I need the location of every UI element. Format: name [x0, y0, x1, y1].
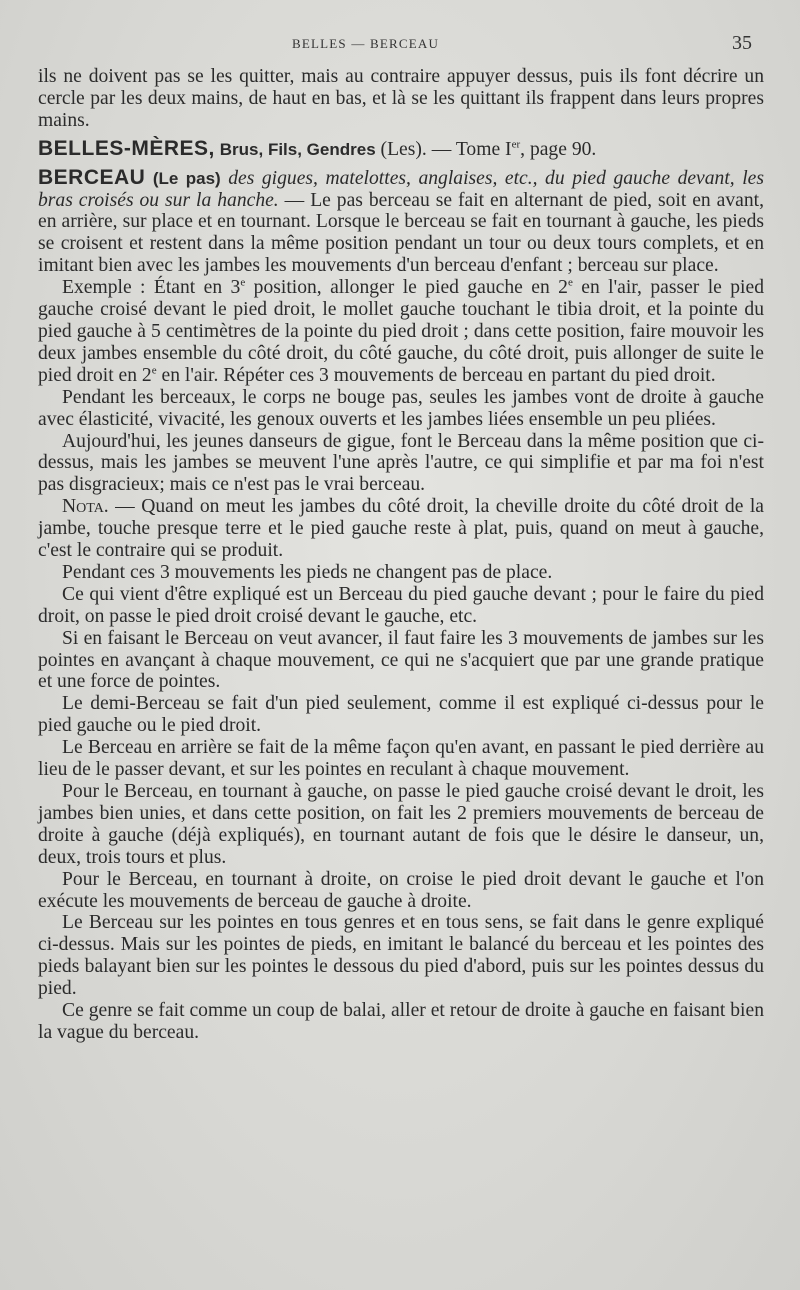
text-run: position, allonger le pied gauche en 2 [245, 277, 568, 299]
paragraph: Pendant ces 3 mouvements les pieds ne changent pas de place. [62, 561, 553, 583]
running-header [0, 34, 800, 56]
paragraph: Ce qui vient d'être expliqué est un Berceau du pied gauche devant ; pour le faire du pied droit, on passe le pied droit croisé devant le gauche, etc. [38, 583, 764, 627]
paragraph: Aujourd'hui, les jeunes danseurs de gigue, font le Berceau dans la même position que ci-dessus, mais les jambes se meuvent l'une après l'autre, ce qui simplifie et par ma foi n'est pas disgracieux; mais ce n'est pas le vrai berceau. [38, 430, 764, 496]
paragraph-continued: ils ne doivent pas se les quitter, mais au contraire appuyer dessus, puis ils font décrire un cercle par les deux mains, de haut en bas, et là se les quittant ils frappent dans leurs propres mains. [38, 66, 764, 131]
entry-belles-meres [38, 138, 764, 161]
superscript: e [567, 276, 573, 289]
page-body [38, 66, 764, 1044]
paragraph: Pour le Berceau, en tournant à gauche, on passe le pied gauche croisé devant le droit, les jambes bien unies, et dans cette position, on fait les 2 premiers mouvements de berceau de droite à gauche (déjà expliqués), en tournant autant de fois que le désire le danseur, un, deux, trois tours et plus. [38, 781, 764, 868]
entry-italic-definition: des gigues, matelottes, anglaises, etc., du pied gauche devant, les bras croisés ou sur la hanche. [38, 167, 764, 211]
entry-berceau [38, 167, 764, 278]
paragraph-nota [38, 496, 764, 562]
paragraph: Ce genre se fait comme un coup de balai, aller et retour de droite à gauche en faisant bien la vague du berceau. [38, 1000, 764, 1043]
entry-text-end: , page 90. [520, 138, 597, 160]
text-run: Exemple : Étant en 3 [62, 277, 241, 299]
paragraph: Pour le Berceau, en tournant à droite, on croise le pied droit devant le gauche et l'on exécute les mouvements de berceau de gauche à droite. [38, 868, 764, 912]
entry-text: — Le pas berceau se fait en alternant de pied, soit en avant, en arrière, sur place et en tournant. Lorsque le berceau se fait en tournant à gauche, les pieds se croisent et restent dans la même position pendant un tour ou deux tours complets, et en imitant bien avec les jambes les mouvements d'un berceau d'enfant ; berceau sur place. [38, 189, 765, 277]
entry-headword: BELLES-MÈRES, [38, 136, 215, 160]
entry-subword: (Le pas) [152, 168, 221, 188]
entry-subword: Brus, Fils, Gendres [219, 139, 376, 159]
superscript: er [511, 138, 521, 151]
paragraph: Si en faisant le Berceau on veut avancer, il faut faire les 3 mouvements de jambes sur les pointes en avançant à chaque mouvement, ce qui ne s'acquiert que par une grande pratique et une force de pointes. [38, 627, 764, 693]
entry-text: (Les). — Tome I [375, 138, 512, 160]
text-run: en l'air, passer le pied gauche croisé devant le pied droit, le mollet gauche touchant le tibia droit, et la pointe du pied gauche à 5 centimètres de la pointe du pied droit ; dans cette position, faire mouvoir les deux jambes ensemble du côté droit, du côté gauche, du côté droit, puis allonger de suite le pied droit en 2 [38, 277, 764, 386]
page-number: 35 [732, 32, 752, 54]
running-title: BELLES — BERCEAU [292, 36, 440, 51]
paragraph: Le demi-Berceau se fait d'un pied seulement, comme il est expliqué ci-dessus pour le pied gauche ou le pied droit. [38, 693, 764, 737]
paragraph: Le Berceau sur les pointes en tous genres et en tous sens, se fait dans le genre expliqué ci-dessus. Mais sur les pointes de pieds, en imitant le balancé du berceau et les pointes des pieds balayant bien sur les pointes le dessous du pied d'abord, puis sur les pointes dessus du pied. [38, 912, 764, 1000]
superscript: e [240, 276, 246, 289]
entry-headword: BERCEAU [38, 165, 146, 189]
paragraph: Pendant les berceaux, le corps ne bouge pas, seules les jambes vont de droite à gauche avec élasticité, vivacité, les genoux ouverts et les jambes liées ensemble un peu pliées. [38, 386, 764, 430]
paragraph: Le Berceau en arrière se fait de la même façon qu'en avant, en passant le pied derrière au lieu de le passer devant, et sur les pointes en reculant à chaque mouvement. [38, 737, 764, 781]
nota-label: Nota. [62, 496, 109, 518]
text-run: en l'air. Répéter ces 3 mouvements de berceau en partant du pied droit. [156, 364, 716, 386]
paragraph-exemple [38, 277, 764, 387]
superscript: e [151, 364, 157, 377]
nota-text: — Quand on meut les jambes du côté droit, la cheville droite du côté droit de la jambe, touche presque terre et le pied gauche reste à plat, puis, quand on meut à gauche, c'est le contraire qui se produit. [38, 496, 764, 562]
